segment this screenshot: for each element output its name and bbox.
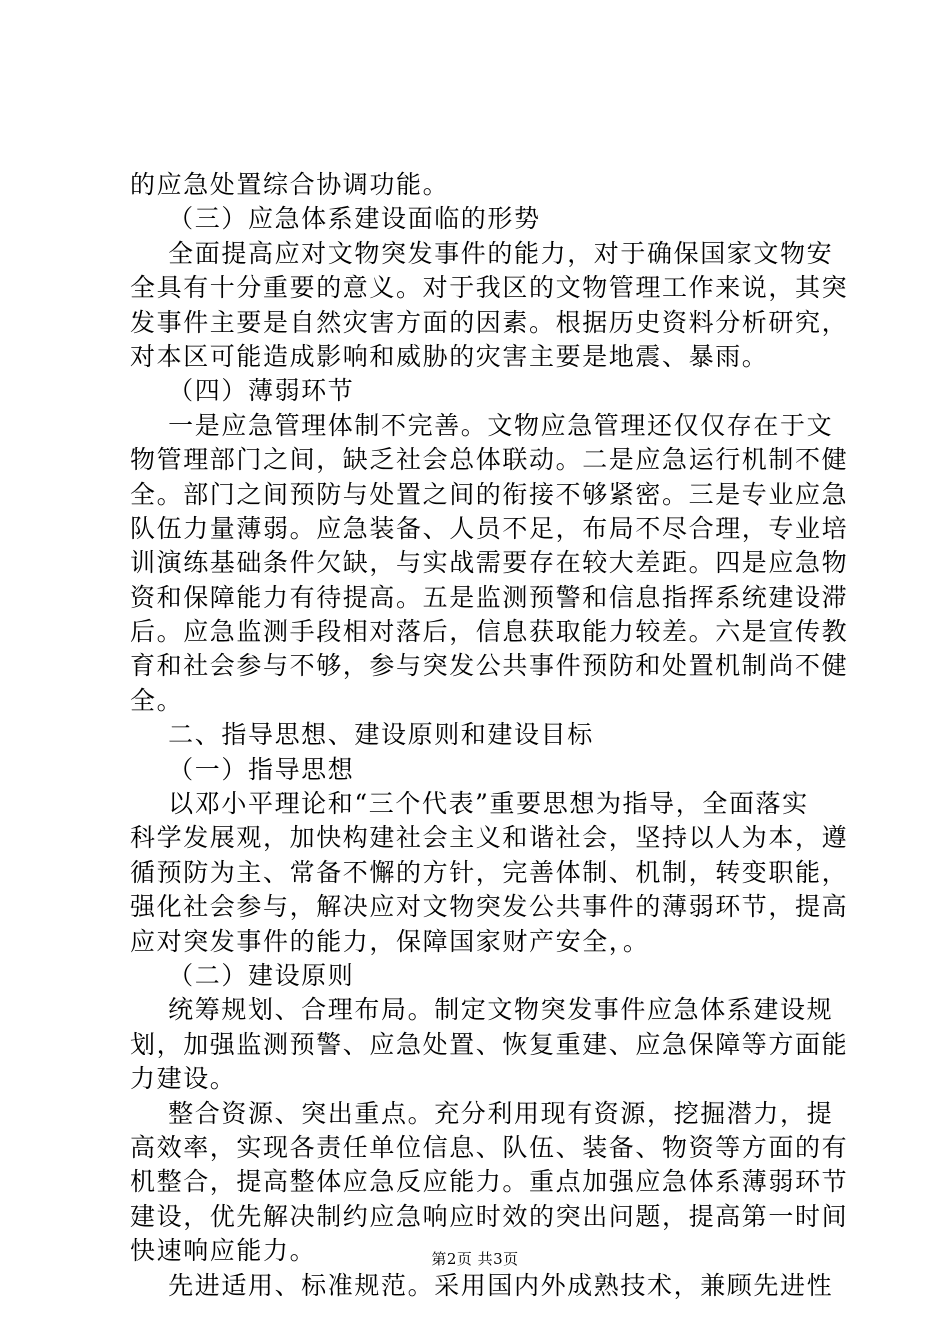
text-line: 后。应急监测手段相对落后，信息获取能力较差。六是宣传教 [130,617,849,647]
text-line: （一）指导思想 [130,754,355,784]
text-line: 训演练基础条件欠缺，与实战需要存在较大差距。四是应急物 [130,548,849,578]
text-line: （四）薄弱环节 [130,376,355,406]
text-line: 统筹规划、合理布局。制定文物突发事件应急体系建设规 [130,995,834,1025]
text-line: 科学发展观，加快构建社会主义和谐社会，坚持以人为本，遵 [130,823,849,853]
text-line: （三）应急体系建设面临的形势 [130,204,541,234]
text-line: 的应急处置综合协调功能。 [130,170,450,199]
text-line: 建设，优先解决制约应急响应时效的突出问题，提高第一时间 [130,1201,849,1231]
text-line: 发事件主要是自然灾害方面的因素。根据历史资料分析研究， [130,307,849,337]
page-footer: 第2页 共3页 [431,1250,519,1268]
text-line: 快速响应能力。 [130,1236,317,1266]
text-line: 强化社会参与，解决应对文物突发公共事件的薄弱环节，提高 [130,892,849,922]
text-line: 应对突发事件的能力，保障国家财产安全，。 [130,926,650,956]
text-line: 循预防为主、常备不懈的方针，完善体制、机制，转变职能， [130,857,849,887]
text-line: 资和保障能力有待提高。五是监测预警和信息指挥系统建设滞 [130,582,849,612]
text-line: 全。 [130,685,184,715]
text-line: 高效率，实现各责任单位信息、队伍、装备、物资等方面的有 [130,1132,849,1162]
text-line: 整合资源、突出重点。充分利用现有资源，挖掘潜力，提 [130,1098,834,1128]
text-line: 一是应急管理体制不完善。文物应急管理还仅仅存在于文 [130,410,834,440]
text-line: 力建设。 [130,1064,237,1094]
text-line: 全具有十分重要的意义。对于我区的文物管理工作来说，其突 [130,273,849,303]
text-line: 育和社会参与不够，参与突发公共事件预防和处置机制尚不健 [130,651,849,681]
text-line: （二）建设原则 [130,960,355,990]
text-line: 二、指导思想、建设原则和建设目标 [130,720,594,750]
text-line: 队伍力量薄弱。应急装备、人员不足，布局不尽合理，专业培 [130,513,849,543]
text-line: 对本区可能造成影响和威胁的灾害主要是地震、暴雨。 [130,341,769,371]
text-line: 划，加强监测预警、应急处置、恢复重建、应急保障等方面能 [130,1029,849,1059]
text-line: 先进适用、标准规范。采用国内外成熟技术，兼顾先进性 [130,1270,834,1300]
text-line: 全。部门之间预防与处置之间的衔接不够紧密。三是专业应急 [130,479,849,509]
text-line: 物管理部门之间，缺乏社会总体联动。二是应急运行机制不健 [130,445,849,475]
text-line: 机整合，提高整体应急反应能力。重点加强应急体系薄弱环节 [130,1167,849,1197]
text-line: 以邓小平理论和“三个代表”重要思想为指导，全面落实 [130,789,809,819]
text-line: 全面提高应对文物突发事件的能力，对于确保国家文物安 [130,238,834,268]
document-body [130,168,849,1303]
